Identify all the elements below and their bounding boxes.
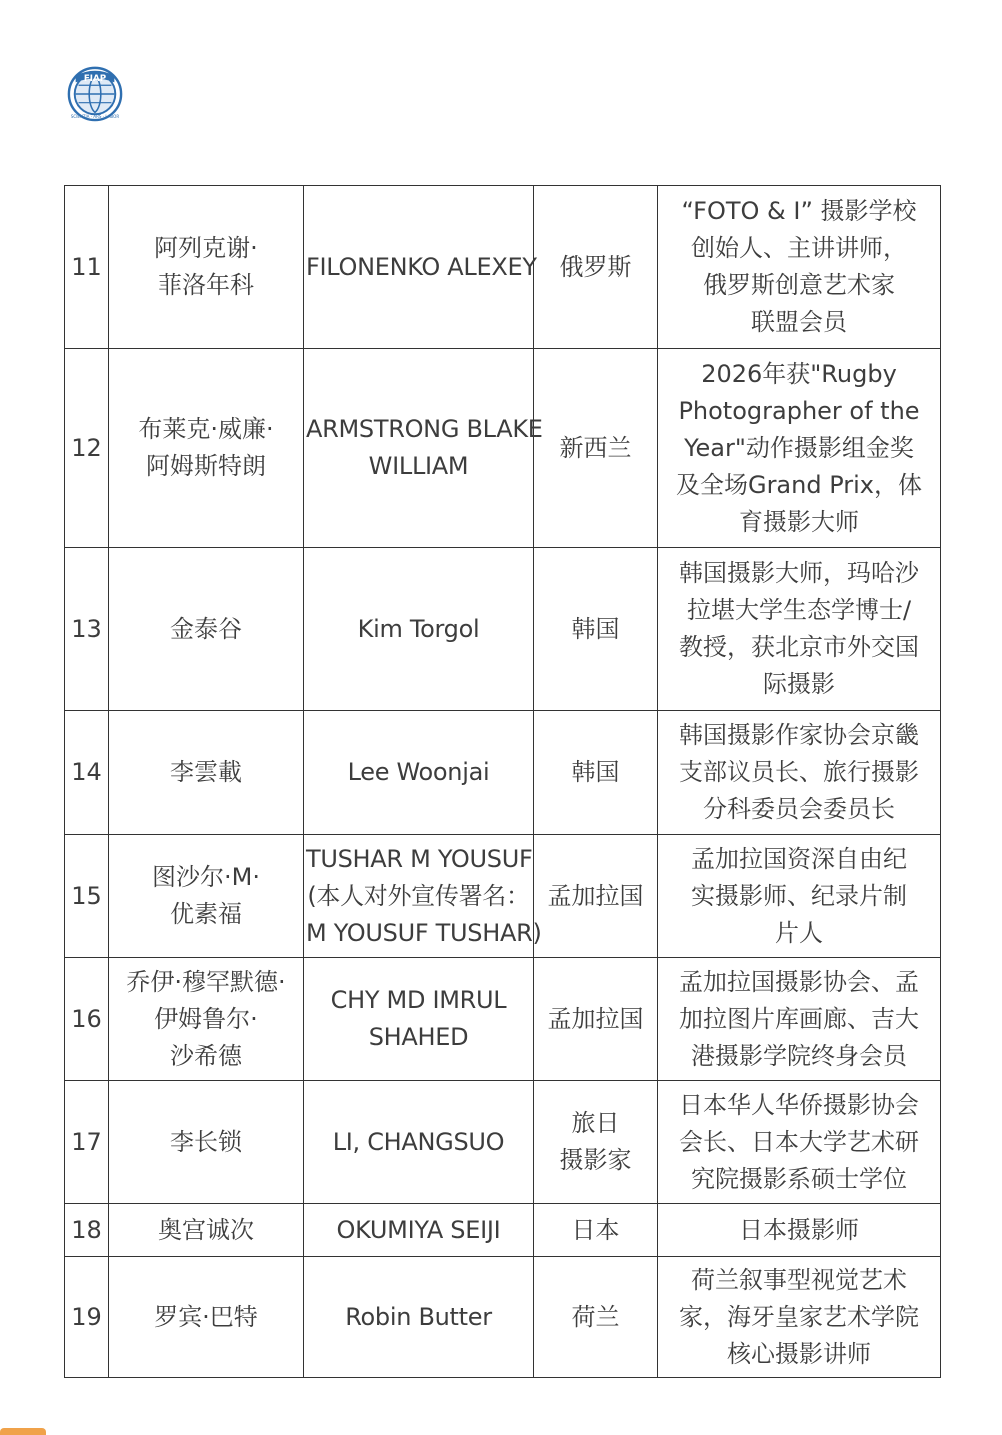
page-corner-mark [0,1428,46,1435]
country-line: 孟加拉国 [547,881,644,910]
english-name-line: CHY MD IMRUL [330,986,507,1014]
chinese-name-line: 阿姆斯特朗 [146,452,266,480]
country-line: 新西兰 [559,433,632,462]
description-line: 加拉图片库画廊、吉大 [679,1004,919,1033]
logo-top-text: FIAP [83,73,107,84]
description-cell [658,1204,941,1257]
table-row [65,548,941,711]
row-number-cell: 17 [65,1081,109,1204]
description-line: 日本华人华侨摄影协会 [679,1090,919,1119]
description-cell [658,349,941,548]
description-cell [658,711,941,835]
country-cell [534,1081,658,1204]
english-name-cell [304,349,543,548]
row-number-cell: 15 [65,835,109,958]
country-cell [534,548,658,711]
chinese-name-cell [109,548,304,711]
table-row [65,349,941,548]
description-line: 孟加拉国摄影协会、孟 [679,967,919,996]
chinese-name-cell [109,186,304,349]
logo-ring-text: SCIENTIA · ARS · LABOR [70,114,120,120]
description-cell [658,1257,941,1378]
table-row [65,835,941,958]
english-name-cell [304,548,534,711]
country-cell [534,835,658,958]
table-row [65,958,941,1081]
country-cell [534,958,658,1081]
description-line: 及全场Grand Prix，体 [675,470,923,499]
chinese-name-line: 图沙尔·M· [152,863,260,891]
english-name-line: WILLIAM [368,452,469,480]
english-name-line: (本人对外宣传署名： [307,881,530,910]
row-number-cell: 12 [65,349,109,548]
chinese-name-cell [109,1204,304,1257]
chinese-name-line: 李雲載 [170,758,242,786]
description-line: 俄罗斯创意艺术家 [703,271,895,299]
table-row [65,711,941,835]
description-line: 分科委员会委员长 [703,795,895,823]
description-line: 韩国摄影作家协会京畿 [679,721,919,749]
chinese-name-line: 奥宫诚次 [158,1215,254,1244]
english-name-cell [304,1204,534,1257]
description-line: 究院摄影系硕士学位 [691,1164,907,1193]
row-number-cell: 13 [65,548,109,711]
chinese-name-line: 布莱克·威廉· [138,415,274,443]
country-cell [534,1204,658,1257]
jury-table-body [65,186,941,1378]
description-line: 教授，获北京市外交国 [679,633,919,661]
english-name-line: SHAHED [368,1023,469,1051]
description-cell [658,835,941,958]
english-name-cell [304,1081,534,1204]
fiap-logo-icon [66,64,124,122]
country-cell [534,186,658,349]
description-line: Photographer of the [678,396,920,425]
chinese-name-cell [109,711,304,835]
english-name-cell [304,1257,534,1378]
chinese-name-cell [109,1081,304,1204]
description-line: 2026年获"Rugby [701,359,897,388]
english-name-line: LI, CHANGSUO [332,1127,505,1156]
description-line: 日本摄影师 [739,1215,859,1244]
table-row [65,1257,941,1378]
description-line: 港摄影学院终身会员 [691,1041,907,1070]
description-cell [658,1081,941,1204]
country-line: 旅日 [571,1109,620,1137]
chinese-name-cell [109,835,304,958]
chinese-name-cell [109,349,304,548]
english-name-line: TUSHAR M YOUSUF [306,844,533,873]
country-line: 荷兰 [571,1302,620,1331]
english-name-cell [304,186,537,349]
row-number-cell: 19 [65,1257,109,1378]
description-line: 实摄影师、纪录片制 [691,881,907,910]
description-line: 支部议员长、旅行摄影 [679,758,919,786]
country-line: 俄罗斯 [559,252,632,281]
country-line: 韩国 [571,614,620,643]
chinese-name-line: 乔伊·穆罕默德· [126,967,286,996]
chinese-name-cell [109,958,304,1081]
jury-table [64,185,941,1378]
description-line: 家，海牙皇家艺术学院 [679,1302,919,1331]
description-line: 际摄影 [763,670,835,698]
row-number-cell: 16 [65,958,109,1081]
english-name-line: M YOUSUF TUSHAR) [306,918,542,947]
description-cell [658,186,941,349]
description-line: 荷兰叙事型视觉艺术 [691,1265,907,1294]
chinese-name-line: 优素福 [170,900,242,928]
chinese-name-line: 菲洛年科 [158,271,254,299]
description-line: 创始人、主讲讲师， [691,234,907,262]
english-name-line: FILONENKO ALEXEY [306,252,537,281]
country-cell [534,349,658,548]
row-number-cell: 14 [65,711,109,835]
english-name-cell [304,835,542,958]
english-name-line: OKUMIYA SEIJI [336,1215,501,1244]
description-line: 联盟会员 [751,308,847,336]
chinese-name-line: 沙希德 [170,1041,242,1070]
english-name-cell [304,711,534,835]
description-line: 核心摄影讲师 [727,1339,871,1368]
english-name-line: Lee Woonjai [347,758,490,786]
description-line: 育摄影大师 [739,507,859,536]
description-line: Year"动作摄影组金奖 [684,433,914,462]
country-line: 日本 [571,1215,620,1244]
english-name-line: ARMSTRONG BLAKE [306,415,543,443]
row-number-cell: 18 [65,1204,109,1257]
chinese-name-line: 罗宾·巴特 [154,1302,258,1331]
description-cell [658,958,941,1081]
description-cell [658,548,941,711]
description-line: “FOTO & I” 摄影学校 [681,197,917,225]
chinese-name-line: 金泰谷 [170,614,242,643]
description-line: 孟加拉国资深自由纪 [691,844,907,873]
country-cell [534,711,658,835]
country-cell [534,1257,658,1378]
chinese-name-line: 阿列克谢· [154,234,258,262]
description-line: 韩国摄影大师，玛哈沙 [679,559,919,587]
description-line: 拉堪大学生态学博士/ [686,596,912,624]
country-line: 韩国 [571,758,620,786]
row-number-cell: 11 [65,186,109,349]
chinese-name-line: 伊姆鲁尔· [154,1004,258,1033]
description-line: 片人 [775,918,823,947]
english-name-line: Kim Torgol [357,614,480,643]
country-line: 孟加拉国 [547,1004,644,1033]
table-row [65,186,941,349]
chinese-name-line: 李长锁 [170,1127,242,1156]
country-line: 摄影家 [559,1146,632,1174]
table-row [65,1204,941,1257]
table-row [65,1081,941,1204]
description-line: 会长、日本大学艺术研 [679,1127,919,1156]
chinese-name-cell [109,1257,304,1378]
english-name-line: Robin Butter [345,1302,492,1331]
english-name-cell [304,958,534,1081]
